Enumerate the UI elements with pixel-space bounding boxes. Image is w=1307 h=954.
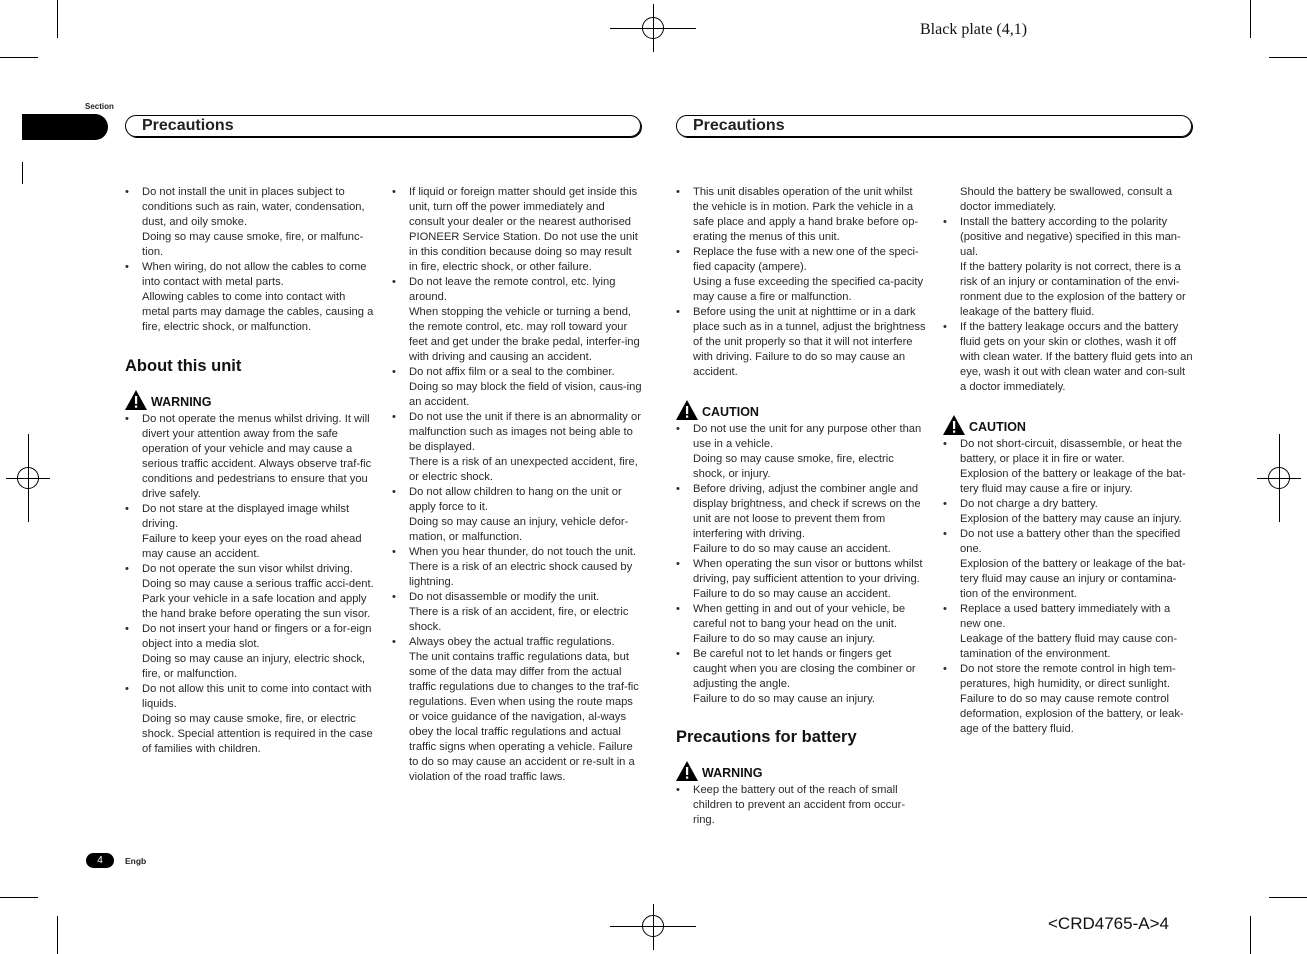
- list-item: • Do not charge a dry battery. Explosion of the battery may cause an injury.: [943, 497, 1193, 527]
- list-item: • Do not use the unit if there is an abnormality or malfunction such as images not being able to be displayed. There is a risk of an unexpected accident, fire, or electric shock.: [392, 410, 642, 485]
- crop-mark: [1279, 434, 1280, 522]
- list-item: • Before using the unit at nighttime or in a dark place such as in a tunnel, adjust the brightness of the unit properly so that it will not interfere with driving. Failure to do so may cause an accident.: [676, 305, 926, 380]
- crop-mark: [1269, 57, 1307, 58]
- list-item: • Always obey the actual traffic regulations. The unit contains traffic regulations data, but some of the data may differ from the actual traffic regulations due to changes to the traf-fic regulations. Even when using the route maps or voice guidance of the navigation, al-ways obey the local traffic regulations and actual traffic signs when operating a vehicle. Failure to do so may cause an accident or re-sult in a violation of the road traffic laws.: [392, 635, 642, 785]
- page-number: 4: [86, 853, 114, 868]
- caution-icon: [676, 400, 698, 420]
- list-item: • Do not short-circuit, disassemble, or heat the battery, or place it in fire or water. Explosion of the battery or leakage of the bat-tery fluid may cause a fire or injury.: [943, 437, 1193, 497]
- section-tab: [22, 114, 108, 140]
- list-item: • When wiring, do not allow the cables to come into contact with metal parts. Allowing cables to come into contact with metal parts may damage the cables, causing a fire, electric shock, or malfunction.: [125, 260, 375, 335]
- list-item: • Do not leave the remote control, etc. lying around. When stopping the vehicle or turning a bend, the remote control, etc. may roll toward your feet and get under the brake pedal, interfer-ing with driving and causing an accident.: [392, 275, 642, 365]
- list-item: • Do not allow this unit to come into contact with liquids. Doing so may cause smoke, fire, or electric shock. Special attention is required in the case of families with children.: [125, 682, 375, 757]
- list-item: • When operating the sun visor or buttons whilst driving, pay sufficient attention to your driving. Failure to do so may cause an accident.: [676, 557, 926, 602]
- crop-mark: [28, 434, 29, 522]
- list-item: • Do not use a battery other than the specified one. Explosion of the battery or leakage of the bat-tery fluid may cause an injury or contamina-tion of the environment.: [943, 527, 1193, 602]
- list-item: • When getting in and out of your vehicle, be careful not to bang your head on the unit. Failure to do so may cause an injury.: [676, 602, 926, 647]
- list-item: • Do not install the unit in places subject to conditions such as rain, water, condensation, dust, and oily smoke. Doing so may cause smoke, fire, or malfunc- tion.: [125, 185, 375, 260]
- page-header-right: Precautions: [676, 115, 1192, 137]
- list-item: • Be careful not to let hands or fingers get caught when you are closing the combiner or adjusting the angle. Failure to do so may cause an injury.: [676, 647, 926, 707]
- warning-icon: [125, 390, 147, 410]
- section-heading: Precautions for battery: [676, 728, 857, 746]
- crop-mark: [1250, 916, 1251, 954]
- list-item: • Do not use the unit for any purpose other than use in a vehicle. Doing so may cause smoke, fire, electric shock, or injury.: [676, 422, 926, 482]
- column-1: [125, 185, 375, 757]
- list-item: • If the battery leakage occurs and the battery fluid gets on your skin or clothes, wash it off with clean water. If the battery fluid gets into an eye, wash it out with clean water and con-sult a doctor immediately.: [943, 320, 1193, 395]
- crop-mark: [1269, 897, 1307, 898]
- crop-mark: [1250, 0, 1251, 38]
- caution-label: CAUTION: [943, 413, 1193, 435]
- crop-mark: [0, 897, 38, 898]
- list-item: • Install the battery according to the polarity (positive and negative) specified in this man-ual. If the battery polarity is not correct, there is a risk of an injury or contamination of the envi-ronment due to the explosion of the battery or leakage of the battery fluid.: [943, 215, 1193, 320]
- crop-mark: [653, 4, 654, 52]
- list-item: • Do not disassemble or modify the unit. There is a risk of an accident, fire, or electric shock.: [392, 590, 642, 635]
- list-item: • Do not allow children to hang on the unit or apply force to it. Doing so may cause an injury, vehicle defor-mation, or malfunction.: [392, 485, 642, 545]
- divider: [22, 162, 23, 184]
- section-label: Section: [85, 102, 114, 111]
- list-item: • Do not operate the menus whilst driving. It will divert your attention away from the safe operation of your vehicle and may cause a serious traffic accident. Always observe traf-fic conditions and pedestrians to ensure that you drive safely.: [125, 412, 375, 502]
- list-item: • This unit disables operation of the unit whilst the vehicle is in motion. Park the vehicle in a safe place and apply a hand brake before op-erating the menus of this unit.: [676, 185, 926, 245]
- list-item: • Replace a used battery immediately with a new one. Leakage of the battery fluid may cause con-tamination of the environment.: [943, 602, 1193, 662]
- crop-mark: [57, 0, 58, 38]
- list-item: • If liquid or foreign matter should get inside this unit, turn off the power immediately and consult your dealer or the nearest authorised PIONEER Service Station. Do not use the unit in this condition because doing so may result in fire, electric shock, or other failure.: [392, 185, 642, 275]
- warning-label: WARNING: [125, 388, 375, 410]
- warning-icon: [676, 761, 698, 781]
- language-code: Engb: [125, 856, 147, 866]
- list-item: • Do not store the remote control in high tem-peratures, high humidity, or direct sunlight. Failure to do so may cause remote control deformation, explosion of the battery, or leak-age of the battery fluid.: [943, 662, 1193, 737]
- caution-icon: [943, 415, 965, 435]
- column-4: [943, 185, 1193, 737]
- continued-text: Should the battery be swallowed, consult a doctor immediately.: [960, 186, 1173, 213]
- list-item: • Replace the fuse with a new one of the speci-fied capacity (ampere). Using a fuse exceeding the specified ca-pacity may cause a fire or malfunction.: [676, 245, 926, 305]
- plate-label: Black plate (4,1): [920, 21, 1028, 38]
- column-2: [392, 185, 642, 785]
- list-item: • Do not insert your hand or fingers or a for-eign object into a media slot. Doing so may cause an injury, electric shock, fire, or malfunction.: [125, 622, 375, 682]
- crop-mark: [653, 904, 654, 950]
- list-item: • Do not operate the sun visor whilst driving. Doing so may cause a serious traffic acci-dent. Park your vehicle in a safe location and apply the hand brake before operating the sun visor.: [125, 562, 375, 622]
- list-item: • Do not affix film or a seal to the combiner. Doing so may block the field of vision, caus-ing an accident.: [392, 365, 642, 410]
- crop-mark: [0, 57, 38, 58]
- document-code: <CRD4765-A>4: [1048, 914, 1169, 933]
- list-item: • Keep the battery out of the reach of small children to prevent an accident from occur-ring.: [676, 783, 926, 828]
- list-item: • Do not stare at the displayed image whilst driving. Failure to keep your eyes on the road ahead may cause an accident.: [125, 502, 375, 562]
- list-item: • When you hear thunder, do not touch the unit. There is a risk of an electric shock caused by lightning.: [392, 545, 642, 590]
- caution-label: CAUTION: [676, 398, 926, 420]
- page-header-left: Precautions: [125, 115, 641, 137]
- section-heading: About this unit: [125, 357, 242, 375]
- crop-mark: [57, 916, 58, 954]
- column-3: [676, 185, 926, 828]
- list-item: • Before driving, adjust the combiner angle and display brightness, and check if screws on the unit are not loose to prevent them from interfering with driving. Failure to do so may cause an accident.: [676, 482, 926, 557]
- warning-label: WARNING: [676, 759, 926, 781]
